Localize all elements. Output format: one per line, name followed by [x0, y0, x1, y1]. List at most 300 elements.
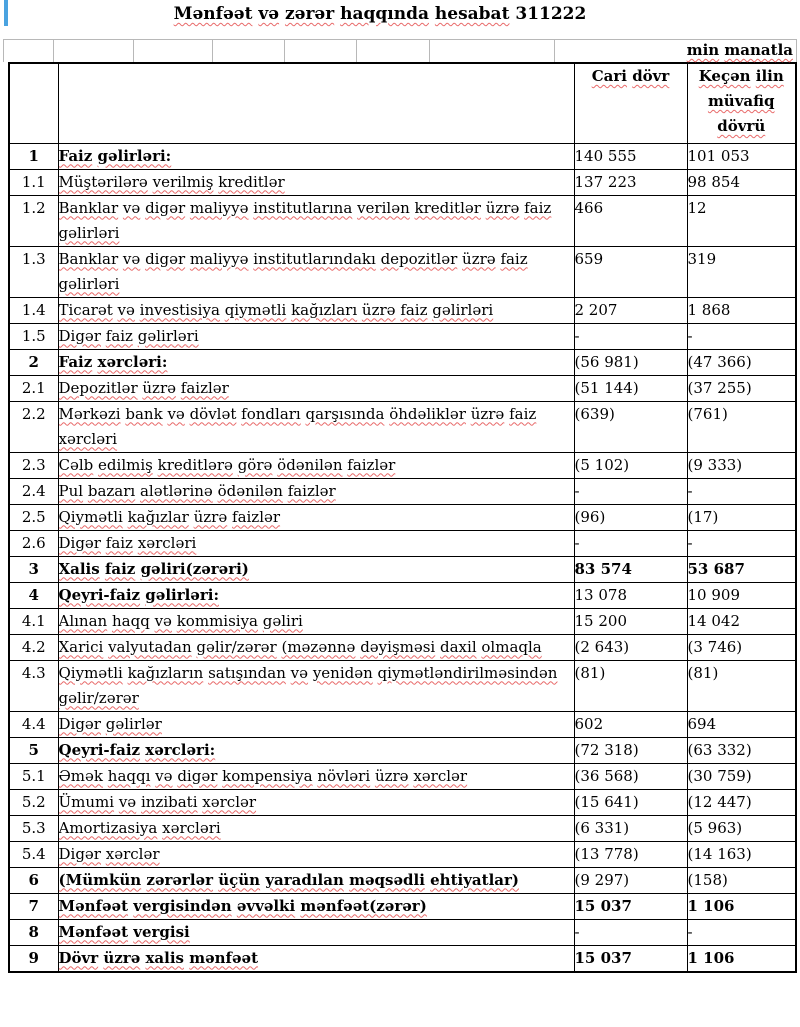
table-row: [9, 841, 796, 867]
table-row: [9, 711, 796, 737]
row-label-cell: [58, 919, 574, 945]
spellcheck-marked-word: kompensiya: [222, 766, 313, 785]
spellcheck-marked-word: Keçən: [698, 67, 751, 85]
spellcheck-marked-word: və: [154, 611, 172, 630]
row-label-cell: [58, 530, 574, 556]
current-value-cell: 137 223: [574, 169, 687, 195]
spellcheck-marked-word: Digər: [58, 326, 101, 345]
spellcheck-marked-word: Banklar: [58, 198, 119, 217]
row-number-cell: 5.1: [9, 763, 58, 789]
row-number-cell: 6: [9, 867, 58, 893]
spellcheck-marked-word: növləri: [317, 766, 371, 785]
spellcheck-marked-word: faiz: [524, 198, 552, 217]
spellcheck-marked-word: haqqında: [340, 4, 429, 24]
spellcheck-marked-word: gəlirləri:: [97, 146, 172, 165]
current-value-cell: (13 778): [574, 841, 687, 867]
current-value-cell: (51 144): [574, 375, 687, 401]
spellcheck-marked-word: kreditlər: [218, 172, 285, 191]
spellcheck-marked-word: Xarici: [58, 637, 104, 656]
table-row: [9, 143, 796, 169]
spellcheck-marked-word: maliyyə: [189, 249, 249, 268]
row-number-cell: 2.6: [9, 530, 58, 556]
spellcheck-marked-word: gəliri: [262, 611, 303, 630]
row-label-cell: [58, 608, 574, 634]
spellcheck-marked-word: ehtiyatlar): [430, 870, 519, 889]
previous-value-cell: -: [687, 919, 796, 945]
row-number-cell: 1.5: [9, 323, 58, 349]
row-number-cell: 2.2: [9, 401, 58, 452]
row-label-cell: [58, 478, 574, 504]
spellcheck-marked-word: ödənilən: [277, 455, 343, 474]
previous-value-cell: (63 332): [687, 737, 796, 763]
table-row: [9, 815, 796, 841]
previous-value-cell: -: [687, 478, 796, 504]
current-value-cell: 659: [574, 246, 687, 297]
spellcheck-marked-word: və: [290, 663, 309, 682]
row-number-cell: 2: [9, 349, 58, 375]
table-row: [9, 763, 796, 789]
spellcheck-marked-word: gəlir/zərər: [196, 637, 277, 656]
spellcheck-marked-word: xərclər: [202, 792, 257, 811]
row-number-cell: 4: [9, 582, 58, 608]
row-label-cell: [58, 867, 574, 893]
row-label-cell: [58, 375, 574, 401]
spellcheck-marked-word: maliyyə: [189, 198, 249, 217]
spellcheck-marked-word: üzrə: [103, 948, 141, 967]
spellcheck-marked-word: (Mümkün: [58, 870, 142, 889]
current-value-cell: -: [574, 919, 687, 945]
spellcheck-marked-word: faiz: [400, 300, 428, 319]
units-label: [555, 40, 796, 62]
spellcheck-marked-word: və: [122, 249, 141, 268]
row-label-cell: [58, 349, 574, 375]
table-row: [9, 478, 796, 504]
current-value-cell: (639): [574, 401, 687, 452]
spellcheck-marked-word: faiz: [509, 404, 537, 423]
row-label-cell: [58, 763, 574, 789]
spellcheck-marked-word: və: [167, 404, 185, 423]
spellcheck-marked-word: qiymətli: [224, 300, 287, 319]
spellcheck-marked-word: gəlirləri: [137, 326, 199, 345]
table-row: [9, 452, 796, 478]
spellcheck-marked-word: gəlirlər: [105, 714, 162, 733]
spellcheck-marked-word: zərər: [284, 4, 335, 24]
row-label-cell: [58, 893, 574, 919]
spellcheck-marked-word: ödənilən: [217, 481, 283, 500]
row-number-cell: 7: [9, 893, 58, 919]
row-number-cell: 1.4: [9, 297, 58, 323]
spellcheck-marked-word: alətlərinə: [139, 481, 213, 500]
spellcheck-marked-word: üzrə: [374, 766, 409, 785]
spellcheck-marked-word: Mənfəət: [58, 922, 129, 941]
pnl-table-header: [9, 63, 796, 143]
current-value-cell: (81): [574, 660, 687, 711]
previous-value-cell: 319: [687, 246, 796, 297]
spellcheck-marked-word: üzrə: [361, 300, 396, 319]
current-value-cell: 15 200: [574, 608, 687, 634]
spellcheck-marked-word: institutlarına: [253, 198, 353, 217]
spellcheck-marked-word: Digər: [58, 844, 101, 863]
spellcheck-marked-word: dövrü: [717, 117, 766, 135]
spellcheck-marked-word: bazarı: [87, 481, 136, 500]
current-value-cell: (9 297): [574, 867, 687, 893]
spellcheck-marked-word: qiymətləndirilməsindən: [377, 663, 558, 682]
current-value-cell: (36 568): [574, 763, 687, 789]
row-label-cell: [58, 945, 574, 972]
spellcheck-marked-word: investisiya: [139, 300, 220, 319]
spellcheck-marked-word: Ticarət: [58, 300, 113, 319]
previous-value-cell: 1 106: [687, 893, 796, 919]
table-row: [9, 297, 796, 323]
spellcheck-marked-word: edilmiş: [98, 455, 153, 474]
row-label-cell: [58, 841, 574, 867]
spellcheck-marked-word: Mənfəət: [173, 4, 253, 24]
table-row: [9, 660, 796, 711]
table-row: [9, 582, 796, 608]
spellcheck-marked-word: xərclər: [413, 766, 468, 785]
current-value-cell: (2 643): [574, 634, 687, 660]
pnl-table: [8, 62, 797, 973]
header-previous-period: [687, 63, 796, 143]
previous-value-cell: (158): [687, 867, 796, 893]
row-number-cell: 5.4: [9, 841, 58, 867]
spellcheck-marked-word: dəyişməsi: [360, 637, 436, 656]
units-strip-cell: [4, 40, 54, 62]
current-value-cell: 140 555: [574, 143, 687, 169]
spellcheck-marked-word: Mənfəət: [58, 896, 129, 915]
row-label-cell: [58, 195, 574, 246]
spellcheck-marked-word: Depozitlər: [58, 378, 138, 397]
spellcheck-marked-word: faiz: [105, 326, 133, 345]
row-number-cell: 5.2: [9, 789, 58, 815]
spellcheck-marked-word: üzrə: [193, 507, 228, 526]
table-row: [9, 867, 796, 893]
previous-value-cell: 10 909: [687, 582, 796, 608]
spellcheck-marked-word: dövlət: [189, 404, 237, 423]
row-label-cell: [58, 246, 574, 297]
units-strip-cell: [285, 40, 357, 62]
row-number-cell: 4.2: [9, 634, 58, 660]
text-cursor[interactable]: [4, 0, 8, 26]
table-row: [9, 893, 796, 919]
spellcheck-marked-word: gəlir/zərər: [58, 688, 139, 707]
spellcheck-marked-word: faizlər: [287, 481, 336, 500]
spellcheck-marked-word: gəlirləri: [58, 274, 120, 293]
row-label-cell: [58, 143, 574, 169]
table-row: [9, 195, 796, 246]
spellcheck-marked-word: (məzənnə: [281, 637, 356, 656]
table-row: [9, 737, 796, 763]
spellcheck-marked-word: faiz: [105, 533, 133, 552]
table-row: [9, 169, 796, 195]
spellcheck-marked-word: Qeyri-faiz: [58, 585, 141, 604]
spellcheck-marked-word: satışından: [208, 663, 286, 682]
current-value-cell: (6 331): [574, 815, 687, 841]
spellcheck-marked-word: Faiz: [58, 352, 93, 371]
previous-value-cell: (17): [687, 504, 796, 530]
spellcheck-marked-word: məqsədli: [349, 870, 425, 889]
row-number-cell: 3: [9, 556, 58, 582]
spellcheck-marked-word: manatla: [724, 41, 793, 59]
spellcheck-marked-word: görə: [237, 455, 273, 474]
spellcheck-marked-word: Əmək: [58, 766, 103, 785]
previous-value-cell: (81): [687, 660, 796, 711]
spellcheck-marked-word: fondları: [241, 404, 301, 423]
row-label-cell: [58, 711, 574, 737]
spellcheck-marked-word: üzrə: [470, 404, 505, 423]
row-label-cell: [58, 737, 574, 763]
row-number-cell: 8: [9, 919, 58, 945]
current-value-cell: (72 318): [574, 737, 687, 763]
previous-value-cell: 98 854: [687, 169, 796, 195]
units-strip-cell: [357, 40, 430, 62]
spellcheck-marked-word: xalis: [145, 948, 184, 967]
spellcheck-marked-word: digər: [145, 198, 186, 217]
spellcheck-marked-word: və: [122, 198, 141, 217]
previous-value-cell: -: [687, 530, 796, 556]
spellcheck-marked-word: və: [118, 792, 137, 811]
spellcheck-marked-word: haqqı: [107, 766, 151, 785]
spellcheck-marked-word: kağızları: [291, 300, 358, 319]
current-value-cell: (96): [574, 504, 687, 530]
current-value-cell: 466: [574, 195, 687, 246]
row-label-cell: [58, 556, 574, 582]
spellcheck-marked-word: üçün: [218, 870, 261, 889]
spellcheck-marked-word: min: [686, 41, 720, 59]
units-strip-cell: [54, 40, 134, 62]
table-body: [9, 143, 796, 972]
spellcheck-marked-word: və: [258, 4, 280, 24]
spellcheck-marked-word: gəlirləri: [58, 223, 120, 242]
current-value-cell: (56 981): [574, 349, 687, 375]
table-row: [9, 608, 796, 634]
spellcheck-marked-word: xərclər: [105, 844, 160, 863]
table-row: [9, 945, 796, 972]
spellcheck-marked-word: verilən: [357, 198, 410, 217]
spellcheck-marked-word: bank: [125, 404, 163, 423]
spellcheck-marked-word: Banklar: [58, 249, 119, 268]
spellcheck-marked-word: Faiz: [58, 146, 93, 165]
row-number-cell: 1.2: [9, 195, 58, 246]
row-number-cell: 4.1: [9, 608, 58, 634]
spellcheck-marked-word: Amortizasiya: [58, 818, 158, 837]
table-row: [9, 349, 796, 375]
spellcheck-marked-word: Müştərilərə: [58, 172, 148, 191]
spellcheck-marked-word: Mərkəzi: [58, 404, 121, 423]
spellcheck-marked-word: gəlirləri: [432, 300, 494, 319]
spellcheck-marked-word: yenidən: [312, 663, 373, 682]
previous-value-cell: (37 255): [687, 375, 796, 401]
spellcheck-marked-word: Cari: [591, 67, 627, 85]
table-row: [9, 634, 796, 660]
previous-value-cell: 101 053: [687, 143, 796, 169]
spellcheck-marked-word: Qiymətli: [58, 507, 123, 526]
current-value-cell: -: [574, 530, 687, 556]
table-row: [9, 919, 796, 945]
spellcheck-marked-word: valyutadan: [108, 637, 192, 656]
spellcheck-marked-word: kreditlər: [414, 198, 481, 217]
current-value-cell: (15 641): [574, 789, 687, 815]
table-row: [9, 504, 796, 530]
spellcheck-marked-word: faizlər: [180, 378, 229, 397]
row-number-cell: 2.4: [9, 478, 58, 504]
spellcheck-marked-word: gəlirləri:: [145, 585, 219, 604]
spellcheck-marked-word: institutlarındakı: [253, 249, 376, 268]
current-value-cell: 602: [574, 711, 687, 737]
previous-value-cell: (47 366): [687, 349, 796, 375]
spellcheck-marked-word: kommisiya: [176, 611, 258, 630]
previous-value-cell: 14 042: [687, 608, 796, 634]
spellcheck-marked-word: Digər: [58, 714, 101, 733]
header-label-cell: [58, 63, 574, 143]
row-label-cell: [58, 504, 574, 530]
table-row: [9, 789, 796, 815]
previous-value-cell: (761): [687, 401, 796, 452]
table-row: [9, 323, 796, 349]
spellcheck-marked-word: dövr: [632, 67, 670, 85]
spellcheck-marked-word: depozitlər: [380, 249, 458, 268]
spellcheck-marked-word: Qiymətli: [58, 663, 123, 682]
spellcheck-marked-word: və: [155, 766, 173, 785]
previous-value-cell: (14 163): [687, 841, 796, 867]
current-value-cell: 15 037: [574, 945, 687, 972]
spellcheck-marked-word: gəliri(zərəri): [140, 559, 249, 578]
previous-value-cell: (30 759): [687, 763, 796, 789]
row-label-cell: [58, 660, 574, 711]
spellcheck-marked-word: mənfəət: [189, 948, 259, 967]
previous-value-cell: (12 447): [687, 789, 796, 815]
previous-value-cell: 694: [687, 711, 796, 737]
spellcheck-marked-word: öhdəliklər: [389, 404, 466, 423]
spellcheck-marked-word: Digər: [58, 533, 101, 552]
previous-value-cell: -: [687, 323, 796, 349]
row-label-cell: [58, 452, 574, 478]
spellcheck-marked-word: inzibati: [140, 792, 198, 811]
spellcheck-marked-word: vergisi: [133, 922, 190, 941]
previous-value-cell: 12: [687, 195, 796, 246]
previous-value-cell: 53 687: [687, 556, 796, 582]
spellcheck-marked-word: faiz: [500, 249, 528, 268]
table-row: [9, 246, 796, 297]
row-number-cell: 9: [9, 945, 58, 972]
spellcheck-marked-word: qarşısında: [305, 404, 385, 423]
spellcheck-marked-word: müvafiq: [707, 92, 775, 110]
row-number-cell: 5: [9, 737, 58, 763]
header-row: [9, 63, 796, 143]
table-row: [9, 401, 796, 452]
spellcheck-marked-word: üzrə: [485, 198, 520, 217]
spellcheck-marked-word: daxil: [440, 637, 477, 656]
spellcheck-marked-word: olmaqla: [481, 637, 542, 656]
spellcheck-marked-word: haqq: [111, 611, 150, 630]
row-number-cell: 2.3: [9, 452, 58, 478]
row-label-cell: [58, 169, 574, 195]
spellcheck-marked-word: vergisindən: [133, 896, 232, 915]
spellcheck-marked-word: xərcləri: [137, 533, 197, 552]
row-label-cell: [58, 323, 574, 349]
spellcheck-marked-word: əvvəlki: [236, 896, 296, 915]
units-strip: [3, 39, 797, 62]
spellcheck-marked-word: kağızlar: [127, 507, 189, 526]
table-row: [9, 375, 796, 401]
row-label-cell: [58, 789, 574, 815]
current-value-cell: 2 207: [574, 297, 687, 323]
spellcheck-marked-word: faizlər: [347, 455, 396, 474]
spellcheck-marked-word: kağızların: [127, 663, 204, 682]
spellcheck-marked-word: xərcləri:: [145, 740, 216, 759]
current-value-cell: 83 574: [574, 556, 687, 582]
units-strip-cell: [134, 40, 214, 62]
row-number-cell: 5.3: [9, 815, 58, 841]
spellcheck-marked-word: və: [117, 300, 135, 319]
current-value-cell: (5 102): [574, 452, 687, 478]
previous-value-cell: (5 963): [687, 815, 796, 841]
spellcheck-marked-word: xərcləri: [58, 429, 118, 448]
spellcheck-marked-word: faizlər: [232, 507, 281, 526]
units-strip-cell: [430, 40, 555, 62]
spellcheck-marked-word: Dövr: [58, 948, 99, 967]
current-value-cell: -: [574, 478, 687, 504]
row-label-cell: [58, 634, 574, 660]
table-row: [9, 530, 796, 556]
row-number-cell: 1: [9, 143, 58, 169]
previous-value-cell: 1 868: [687, 297, 796, 323]
spellcheck-marked-word: üzrə: [142, 378, 177, 397]
row-label-cell: [58, 401, 574, 452]
row-number-cell: 2.5: [9, 504, 58, 530]
spellcheck-marked-word: kreditlərə: [157, 455, 233, 474]
current-value-cell: 15 037: [574, 893, 687, 919]
current-value-cell: -: [574, 323, 687, 349]
row-label-cell: [58, 582, 574, 608]
row-label-cell: [58, 297, 574, 323]
spellcheck-marked-word: xərcləri: [162, 818, 221, 837]
previous-value-cell: (3 746): [687, 634, 796, 660]
spellcheck-marked-word: üzrə: [462, 249, 496, 268]
spellcheck-marked-word: verilmiş: [152, 172, 214, 191]
spellcheck-marked-word: xərcləri:: [97, 352, 168, 371]
spellcheck-marked-word: hesabat: [434, 4, 510, 24]
row-number-cell: 4.4: [9, 711, 58, 737]
spellcheck-marked-word: Qeyri-faiz: [58, 740, 141, 759]
spellcheck-marked-word: Ümumi: [58, 792, 115, 811]
units-strip-cell: [213, 40, 285, 62]
spellcheck-marked-word: Pul: [58, 481, 84, 500]
spellcheck-marked-word: digər: [177, 766, 218, 785]
spellcheck-marked-word: mənfəət(zərər): [300, 896, 427, 915]
previous-value-cell: 1 106: [687, 945, 796, 972]
spellcheck-marked-word: ilin: [755, 67, 784, 85]
document-title: Mənfəət və zərər haqqında hesabat 311222: [173, 4, 587, 24]
spellcheck-marked-word: yaradılan: [265, 870, 344, 889]
spellcheck-marked-word: Xalis: [58, 559, 100, 578]
previous-value-cell: (9 333): [687, 452, 796, 478]
current-value-cell: 13 078: [574, 582, 687, 608]
row-number-cell: 1.1: [9, 169, 58, 195]
row-number-cell: 1.3: [9, 246, 58, 297]
spellcheck-marked-word: faiz: [104, 559, 136, 578]
header-current-period: [574, 63, 687, 143]
spellcheck-marked-word: zərərlər: [146, 870, 213, 889]
row-number-cell: 4.3: [9, 660, 58, 711]
spellcheck-marked-word: Cəlb: [58, 455, 94, 474]
table-row: [9, 556, 796, 582]
row-number-cell: 2.1: [9, 375, 58, 401]
spellcheck-marked-word: digər: [145, 249, 186, 268]
spellcheck-marked-word: Alınan: [58, 611, 108, 630]
header-number-cell: [9, 63, 58, 143]
row-label-cell: [58, 815, 574, 841]
